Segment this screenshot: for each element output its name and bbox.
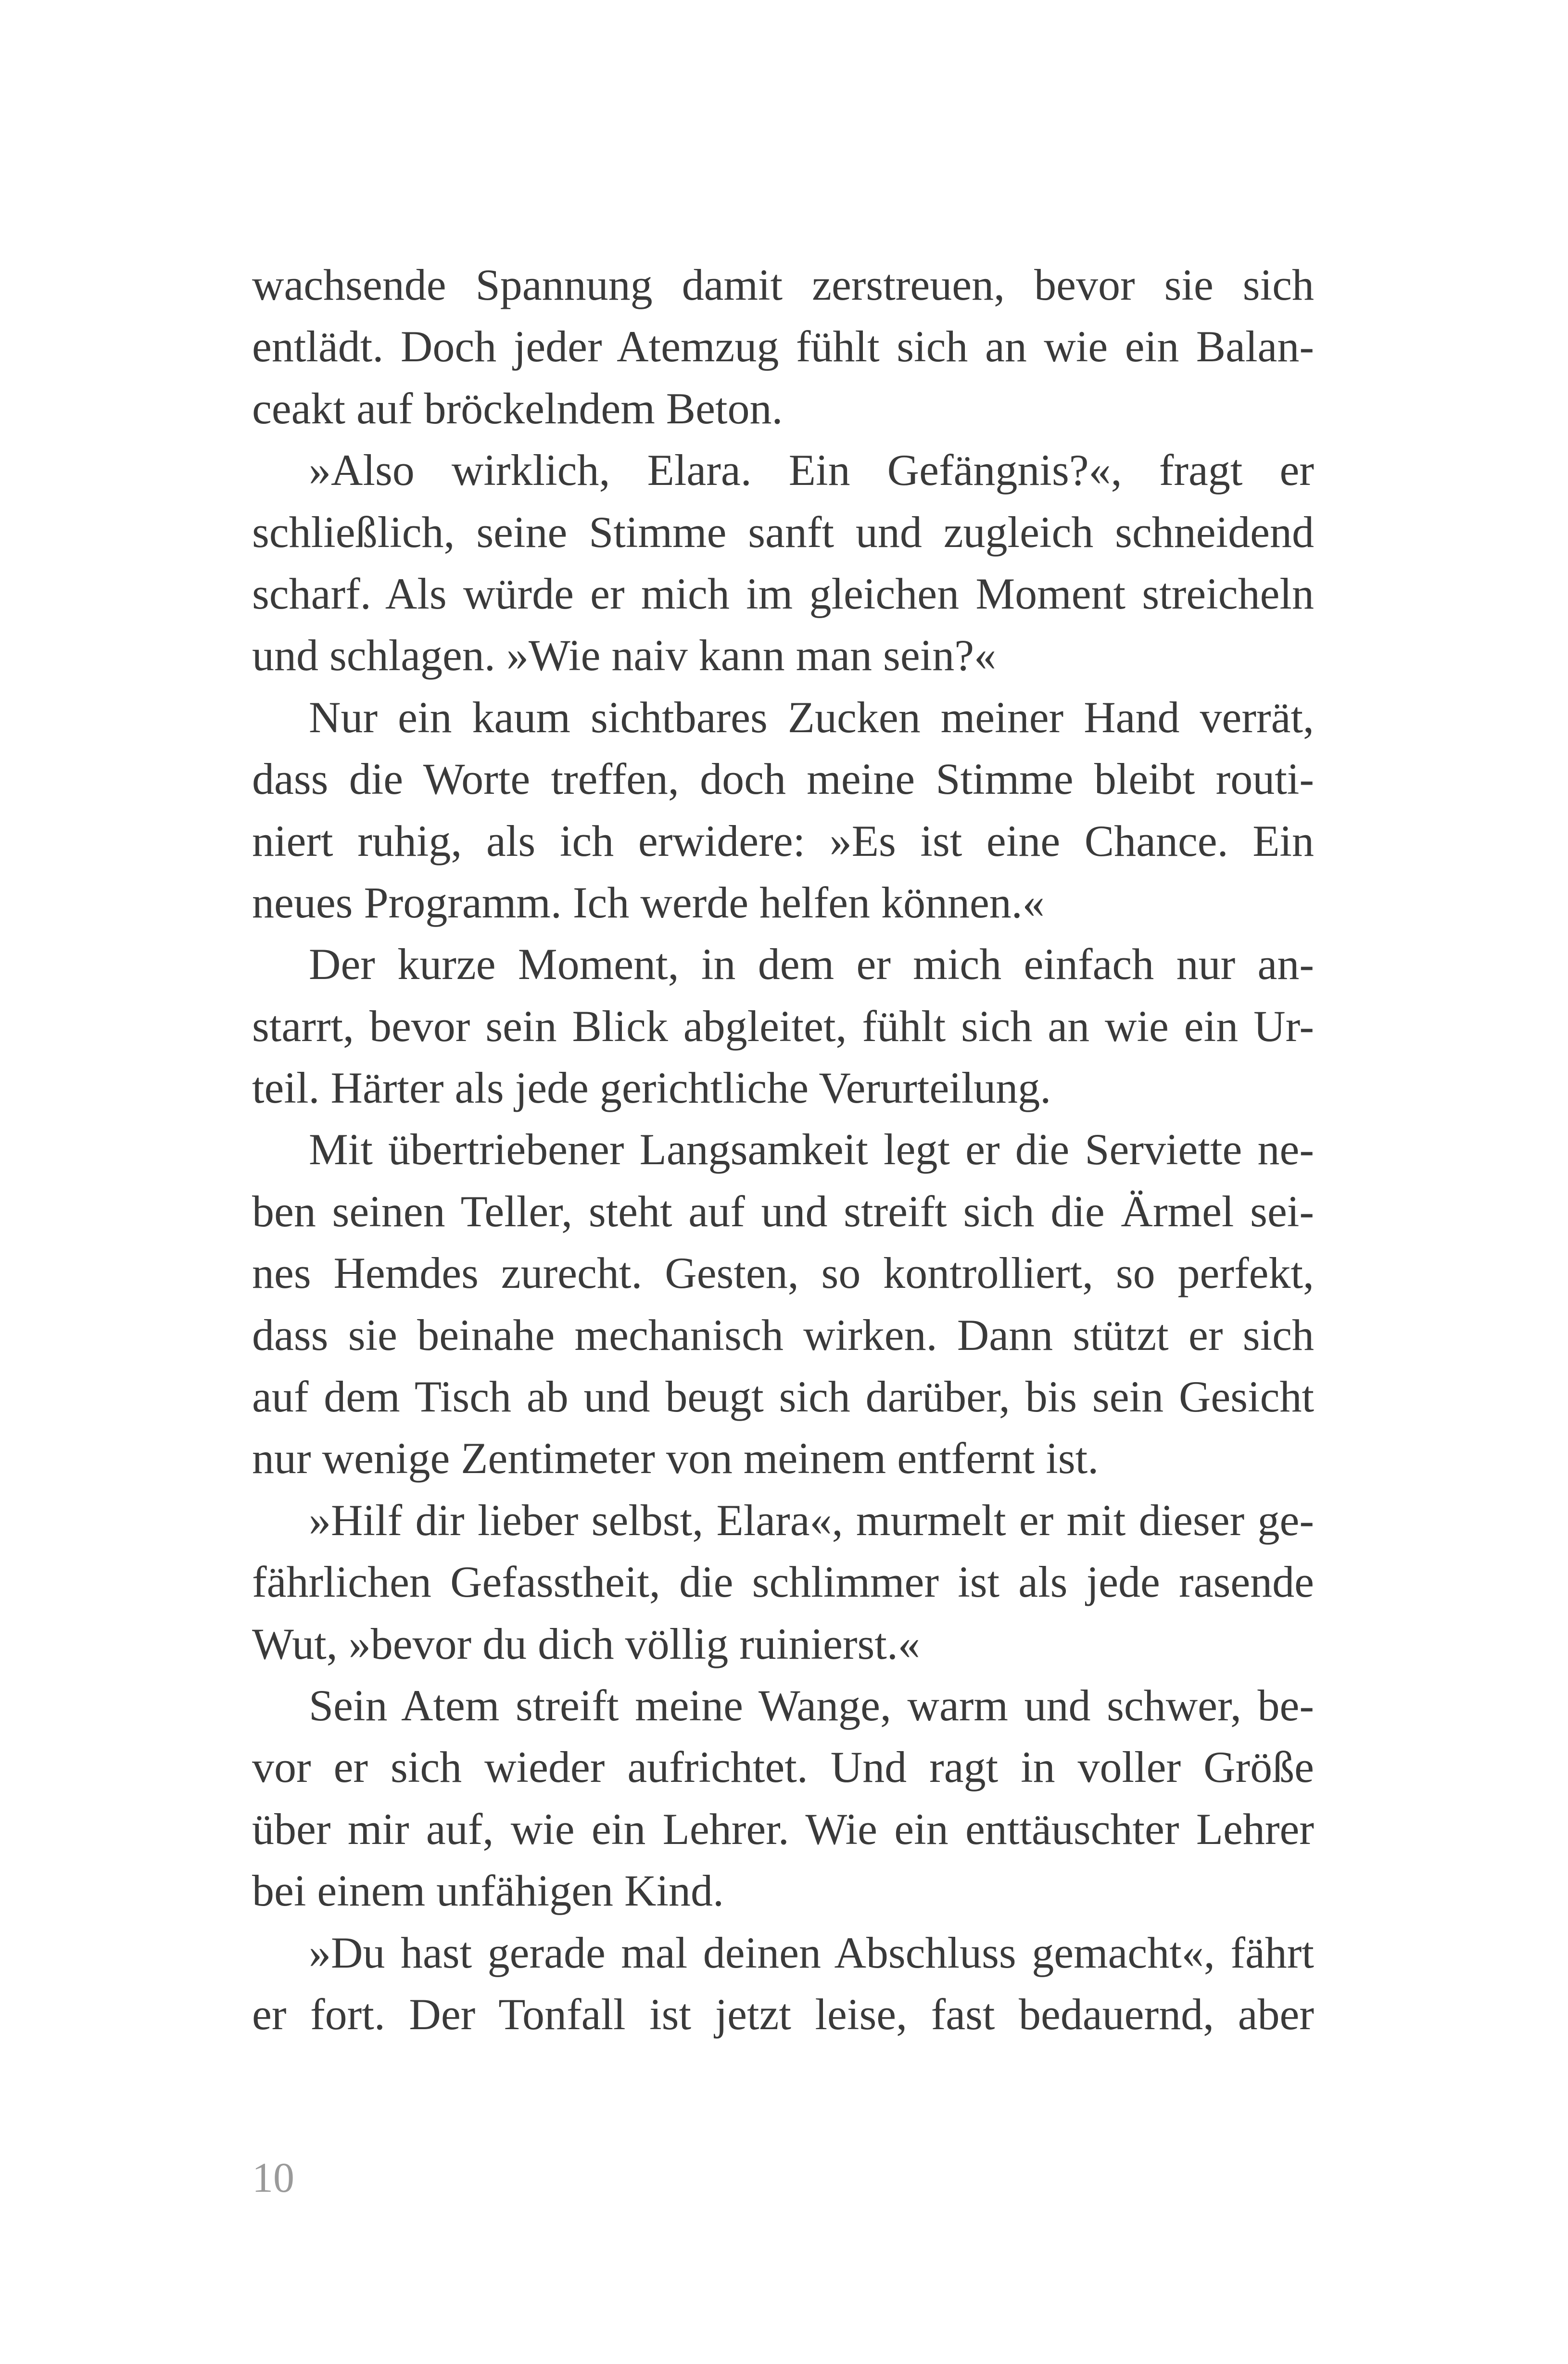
- text-line: Nur ein kaum sichtbares Zucken meiner Hand verrät,: [309, 692, 1314, 742]
- text-line: nes Hemdes zurecht. Gesten, so kontrolliert, so perfekt,: [252, 1248, 1314, 1298]
- text-line: auf dem Tisch ab und beugt sich darüber, bis sein Gesicht: [252, 1372, 1314, 1422]
- text-line: dass sie beinahe mechanisch wirken. Dann stützt er sich: [252, 1310, 1314, 1360]
- body-text: [252, 254, 1314, 2045]
- text-line: Sein Atem streift meine Wange, warm und schwer, be-: [309, 1680, 1314, 1730]
- text-line: »Hilf dir lieber selbst, Elara«, murmelt er mit dieser ge-: [309, 1495, 1314, 1545]
- text-line: ceakt auf bröckelndem Beton.: [252, 383, 783, 433]
- text-line: teil. Härter als jede gerichtliche Verurteilung.: [252, 1063, 1051, 1113]
- text-line: scharf. Als würde er mich im gleichen Moment streicheln: [252, 569, 1314, 618]
- text-line: starrt, bevor sein Blick abgleitet, fühlt sich an wie ein Ur-: [252, 1001, 1314, 1051]
- page-number: 10: [252, 2155, 294, 2201]
- text-line: ben seinen Teller, steht auf und streift sich die Ärmel sei-: [252, 1186, 1314, 1236]
- text-line: und schlagen. »Wie naiv kann man sein?«: [252, 631, 997, 680]
- text-line: entlädt. Doch jeder Atemzug fühlt sich an wie ein Balan-: [252, 322, 1314, 371]
- text-line: neues Programm. Ich werde helfen können.«: [252, 877, 1045, 927]
- text-line: Wut, »bevor du dich völlig ruinierst.«: [252, 1619, 920, 1668]
- text-line: fährlichen Gefasstheit, die schlimmer ist als jede rasende: [252, 1557, 1314, 1607]
- text-line: bei einem unfähigen Kind.: [252, 1866, 724, 1916]
- text-line: Der kurze Moment, in dem er mich einfach nur an-: [309, 940, 1314, 989]
- text-line: »Du hast gerade mal deinen Abschluss gemacht«, fährt: [309, 1928, 1314, 1977]
- text-line: schließlich, seine Stimme sanft und zugleich schneidend: [252, 507, 1314, 557]
- text-line: dass die Worte treffen, doch meine Stimme bleibt routi-: [252, 754, 1314, 804]
- text-line: wachsende Spannung damit zerstreuen, bevor sie sich: [252, 260, 1314, 309]
- text-line: nur wenige Zentimeter von meinem entfernt ist.: [252, 1434, 1099, 1483]
- text-line: »Also wirklich, Elara. Ein Gefängnis?«, fragt er: [309, 445, 1314, 495]
- text-line: vor er sich wieder aufrichtet. Und ragt in voller Größe: [252, 1742, 1314, 1792]
- text-line: er fort. Der Tonfall ist jetzt leise, fast bedauernd, aber: [252, 1989, 1314, 2039]
- text-line: über mir auf, wie ein Lehrer. Wie ein enttäuschter Lehrer: [252, 1804, 1314, 1854]
- text-line: Mit übertriebener Langsamkeit legt er die Serviette ne-: [309, 1125, 1314, 1174]
- text-line: niert ruhig, als ich erwidere: »Es ist eine Chance. Ein: [252, 816, 1314, 865]
